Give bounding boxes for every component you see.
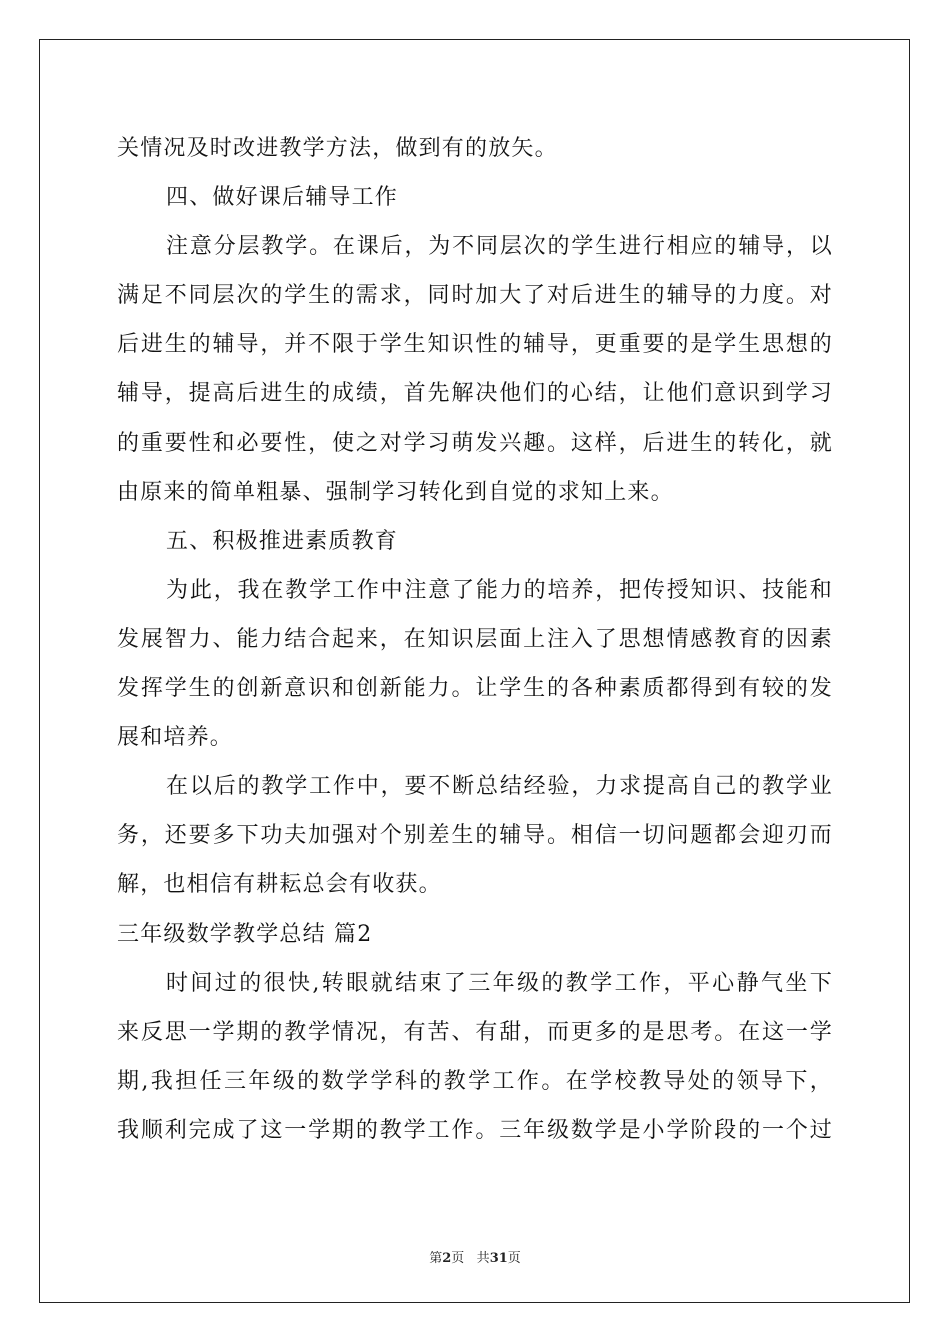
text-line-20: 期,我担任三年级的数学学科的教学工作。在学校教导处的领导下， [117,1068,833,1094]
section-heading-5: 五、积极推进素质教育 [166,528,399,554]
text-line-13: 展和培养。 [117,725,234,751]
text-line-1: 关情况及时改进教学方法，做到有的放矢。 [117,136,558,161]
text-line-21: 我顺利完成了这一学期的教学工作。三年级数学是小学阶段的一个过 [117,1117,833,1143]
text-line-11: 发展智力、能力结合起来，在知识层面上注入了思想情感教育的因素 [117,626,833,652]
text-line-10: 为此，我在教学工作中注意了能力的培养，把传授知识、技能和 [166,577,833,603]
section-heading-4: 四、做好课后辅导工作 [166,185,399,211]
page-number: 2 [442,1251,452,1266]
text-line-7: 的重要性和必要性，使之对学习萌发兴趣。这样，后进生的转化，就 [117,430,833,456]
text-line-4: 满足不同层次的学生的需求，同时加大了对后进生的辅导的力度。对 [117,283,833,309]
total-prefix: 共 [476,1251,490,1266]
text-line-3: 注意分层教学。在课后，为不同层次的学生进行相应的辅导，以 [166,234,833,260]
article-title: 三年级数学教学总结 篇2 [117,921,373,947]
text-line-6: 辅导，提高后进生的成绩，首先解决他们的心结，让他们意识到学习 [117,381,833,407]
text-line-19: 来反思一学期的教学情况，有苦、有甜，而更多的是思考。在这一学 [117,1019,833,1045]
page-footer [0,1247,950,1266]
text-line-12: 发挥学生的创新意识和创新能力。让学生的各种素质都得到有较的发 [117,676,833,702]
page-prefix: 第 [429,1251,443,1266]
text-line-8: 由原来的简单粗暴、强制学习转化到自觉的求知上来。 [117,479,674,505]
total-unit: 页 [507,1251,521,1266]
text-line-14: 在以后的教学工作中，要不断总结经验，力求提高自己的教学业 [166,774,833,800]
text-line-16: 解，也相信有耕耘总会有收获。 [117,872,442,898]
page-unit: 页 [451,1251,465,1266]
document-body [117,124,833,1155]
text-line-5: 后进生的辅导，并不限于学生知识性的辅导，更重要的是学生思想的 [117,332,833,358]
total-pages: 31 [489,1251,508,1266]
text-line-18: 时间过的很快,转眼就结束了三年级的教学工作，平心静气坐下 [166,970,833,996]
text-line-15: 务，还要多下功夫加强对个别差生的辅导。相信一切问题都会迎刃而 [117,823,833,849]
